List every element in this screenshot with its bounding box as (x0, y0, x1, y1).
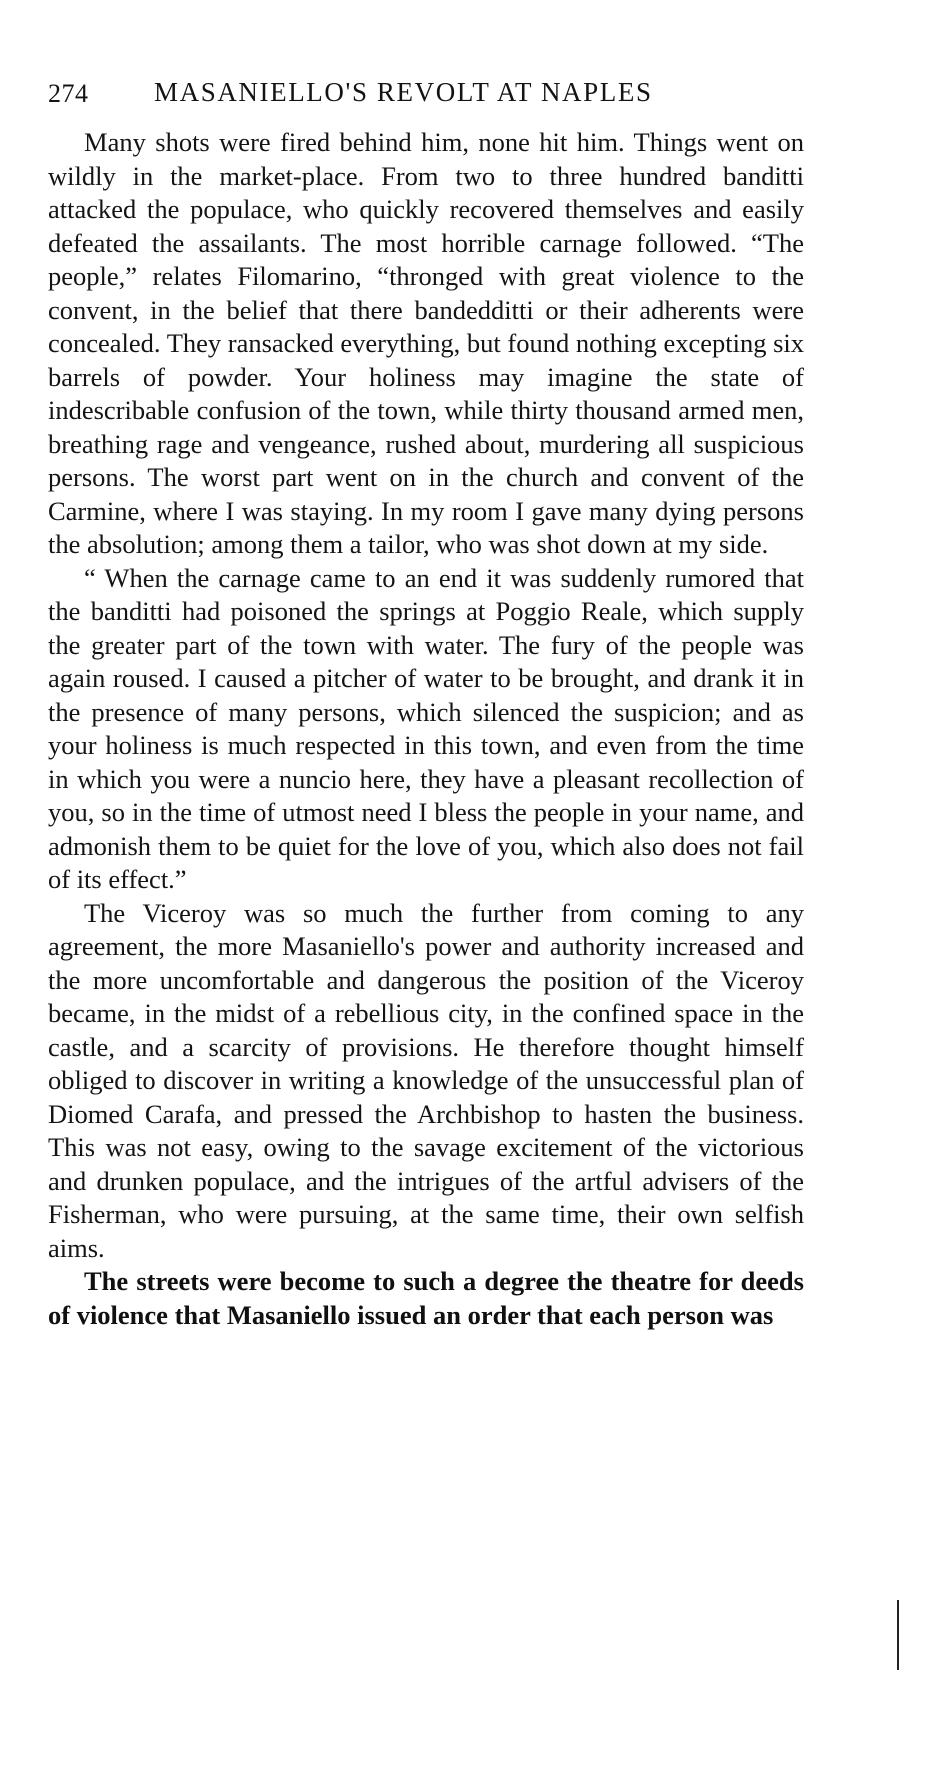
running-title: MASANIELLO'S REVOLT AT NAPLES (154, 77, 653, 107)
paragraph-3: The Viceroy was so much the further from coming to any agreement, the more Masaniello's power and authority increased and the more uncomfortable and dangerous the position of the Viceroy became, in the midst of a rebellious city, in the confined space in the castle, and a scarcity of provisions. He therefore thought himself obliged to discover in writing a knowledge of the unsuccessful plan of Diomed Carafa, and pressed the Archbishop to hasten the business. This was not easy, owing to the savage excitement of the victorious and drunken populace, and the intrigues of the artful advisers of the Fisherman, who were pursuing, at the same time, their own selfish aims. (48, 897, 804, 1263)
page-number: 274 (48, 79, 89, 108)
paragraph-1: Many shots were fired behind him, none hit him. Things went on wildly in the market-place. From two to three hundred banditti attacked the populace, who quickly recovered themselves and easily defeated the assailants. The most horrible carnage followed. “The people,” relates Filomarino, “thronged with great violence to the convent, in the belief that there bandedditti or their adherents were concealed. They ransacked everything, but found nothing excepting six barrels of powder. Your holiness may imagine the state of indescribable confusion of the town, while thirty thousand armed men, breathing rage and vengeance, rushed about, murdering all suspicious persons. The worst part went on in the church and convent of the Carmine, where I was staying. In my room I gave many dying persons the absolution; among them a tailor, who was shot down at my side. (48, 127, 805, 559)
scan-margin-mark (897, 1600, 899, 1670)
body-text (48, 126, 804, 1332)
running-header (48, 76, 804, 114)
paragraph-2: “ When the carnage came to an end it was suddenly rumored that the banditti had poisoned the springs at Poggio Reale, which supply the greater part of the town with water. The fury of the people was again roused. I caused a pitcher of water to be brought, and drank it in the presence of many persons, which silenced the suspicion; and as your holiness is much respected in this town, and even from the time in which you were a nuncio here, they have a pleasant recollection of you, so in the time of utmost need I bless the people in your name, and admonish them to be quiet for the love of you, which also does not fail of its effect.” (48, 562, 804, 894)
book-page (48, 76, 804, 1332)
paragraph-4: The streets were become to such a degree the theatre for deeds of violence that Masaniello issued an order that each person was (48, 1266, 804, 1330)
